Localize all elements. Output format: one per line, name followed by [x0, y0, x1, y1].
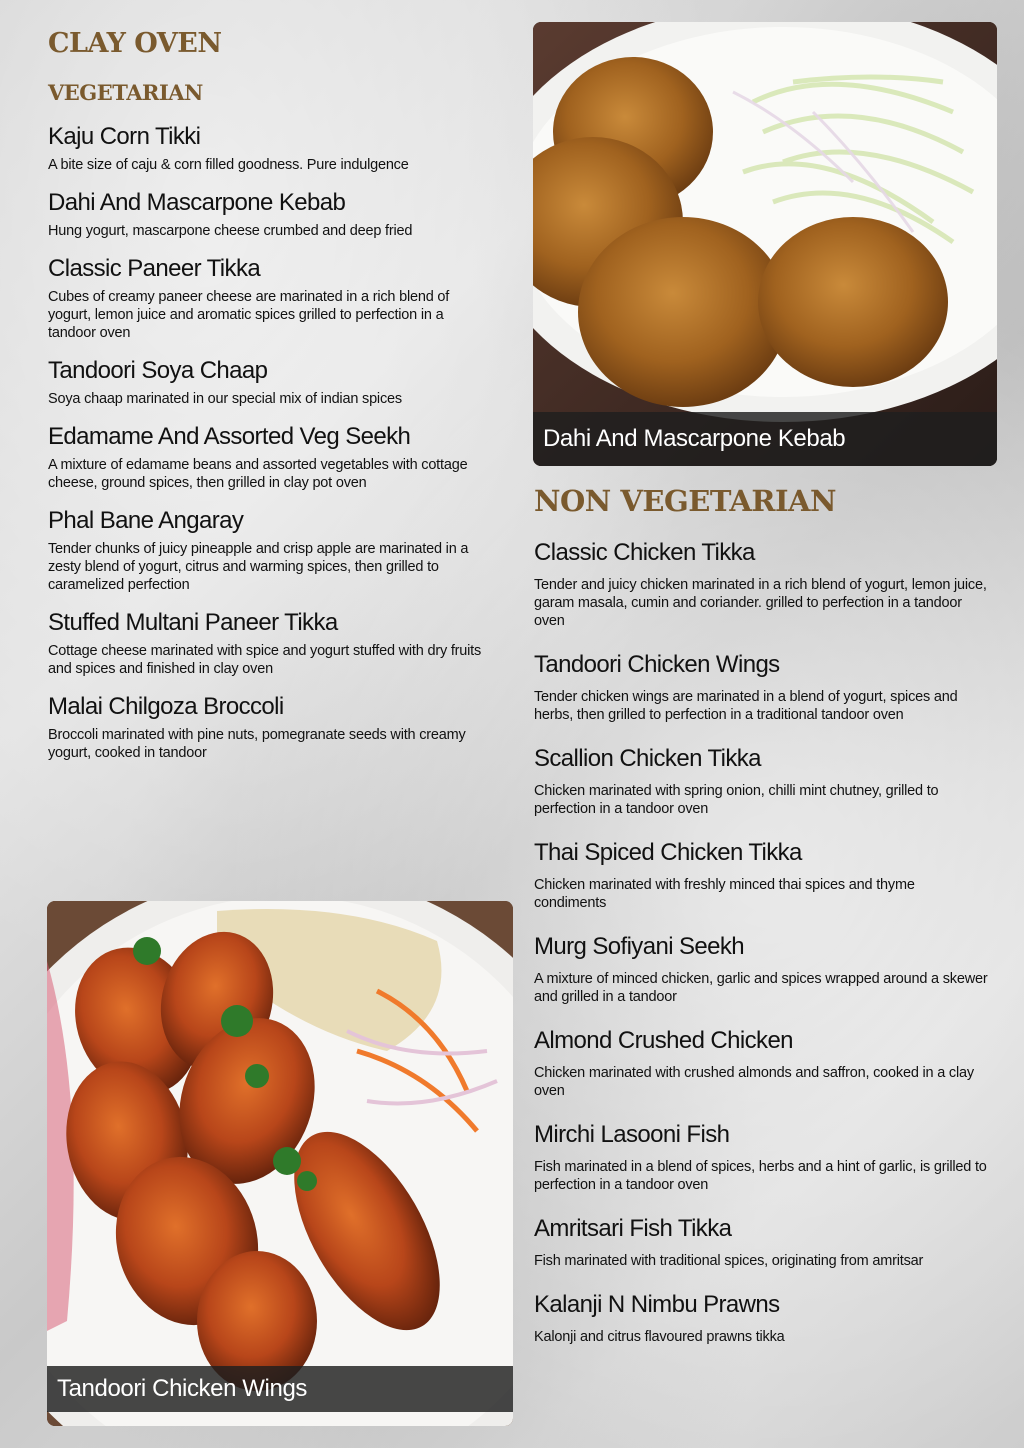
item-name: Mirchi Lasooni Fish	[534, 1121, 730, 1148]
menu-item	[48, 254, 488, 342]
kebab-plate-illustration	[533, 22, 997, 466]
photo-caption: Dahi And Mascarpone Kebab	[533, 412, 997, 466]
item-description: Broccoli marinated with pine nuts, pomegranate seeds with creamy yogurt, cooked in tandoor	[48, 727, 466, 761]
item-name: Phal Bane Angaray	[48, 507, 244, 534]
item-name: Thai Spiced Chicken Tikka	[534, 839, 802, 866]
item-description: A bite size of caju & corn filled goodness. Pure indulgence	[48, 157, 409, 173]
item-description: Fish marinated in a blend of spices, herbs and a hint of garlic, is grilled to perfection in a tandoor oven	[534, 1159, 987, 1193]
non-vegetarian-heading: NON VEGETARIAN	[534, 484, 837, 518]
section-title: CLAY OVEN	[48, 28, 222, 59]
item-description: Tender chunks of juicy pineapple and crisp apple are marinated in a zesty blend of yogurt, citrus and warming spices, then grilled to caramelized perfection	[48, 541, 469, 593]
item-description: Tender chicken wings are marinated in a blend of yogurt, spices and herbs, then grilled to perfection in a traditional tandoor oven	[534, 689, 958, 723]
item-name: Murg Sofiyani Seekh	[534, 933, 745, 960]
item-name: Kalanji N Nimbu Prawns	[534, 1291, 780, 1318]
item-description: Soya chaap marinated in our special mix of indian spices	[48, 391, 402, 407]
menu-item	[48, 692, 488, 762]
vegetarian-list	[48, 122, 488, 776]
menu-item	[48, 122, 488, 174]
item-description: Cubes of creamy paneer cheese are marinated in a rich blend of yogurt, lemon juice and aromatic spices grilled to perfection in a tandoor oven	[48, 289, 450, 341]
vegetarian-heading: VEGETARIAN	[48, 80, 203, 105]
chicken-wings-plate-illustration	[47, 901, 513, 1426]
menu-item	[534, 650, 989, 724]
menu-item	[48, 356, 488, 408]
menu-item	[534, 1026, 989, 1100]
non-vegetarian-list	[534, 538, 989, 1366]
menu-item	[534, 1290, 989, 1346]
item-description: Chicken marinated with crushed almonds and saffron, cooked in a clay oven	[534, 1065, 974, 1099]
item-description: Chicken marinated with freshly minced thai spices and thyme condiments	[534, 877, 915, 911]
menu-item	[534, 838, 989, 912]
item-name: Almond Crushed Chicken	[534, 1027, 793, 1054]
item-name: Classic Chicken Tikka	[534, 539, 755, 566]
item-name: Dahi And Mascarpone Kebab	[48, 189, 346, 216]
item-name: Tandoori Soya Chaap	[48, 357, 268, 384]
item-name: Tandoori Chicken Wings	[534, 651, 780, 678]
menu-item	[534, 1120, 989, 1194]
item-name: Kaju Corn Tikki	[48, 123, 201, 150]
menu-item	[534, 744, 989, 818]
kebab-photo	[533, 22, 997, 466]
item-description: Chicken marinated with spring onion, chilli mint chutney, grilled to perfection in a tandoor oven	[534, 783, 939, 817]
item-description: Hung yogurt, mascarpone cheese crumbed and deep fried	[48, 223, 413, 239]
item-description: A mixture of minced chicken, garlic and spices wrapped around a skewer and grilled in a tandoor	[534, 971, 988, 1005]
item-name: Edamame And Assorted Veg Seekh	[48, 423, 411, 450]
chicken-wings-photo	[47, 901, 513, 1426]
photo-caption: Tandoori Chicken Wings	[47, 1366, 513, 1412]
item-description: Kalonji and citrus flavoured prawns tikka	[534, 1329, 785, 1345]
menu-item	[534, 1214, 989, 1270]
item-description: Fish marinated with traditional spices, originating from amritsar	[534, 1253, 924, 1269]
item-name: Scallion Chicken Tikka	[534, 745, 761, 772]
item-name: Classic Paneer Tikka	[48, 255, 261, 282]
item-description: Cottage cheese marinated with spice and yogurt stuffed with dry fruits and spices and finished in clay oven	[48, 643, 482, 677]
item-name: Malai Chilgoza Broccoli	[48, 693, 284, 720]
menu-item	[534, 538, 989, 630]
item-description: Tender and juicy chicken marinated in a rich blend of yogurt, lemon juice, garam masala, cumin and coriander. grilled to perfection in a tandoor oven	[534, 577, 987, 629]
menu-item	[48, 608, 488, 678]
menu-item	[48, 422, 488, 492]
menu-item	[48, 506, 488, 594]
menu-item	[534, 932, 989, 1006]
item-name: Stuffed Multani Paneer Tikka	[48, 609, 338, 636]
menu-item	[48, 188, 488, 240]
item-name: Amritsari Fish Tikka	[534, 1215, 732, 1242]
item-description: A mixture of edamame beans and assorted vegetables with cottage cheese, ground spices, then grilled in clay pot oven	[48, 457, 468, 491]
